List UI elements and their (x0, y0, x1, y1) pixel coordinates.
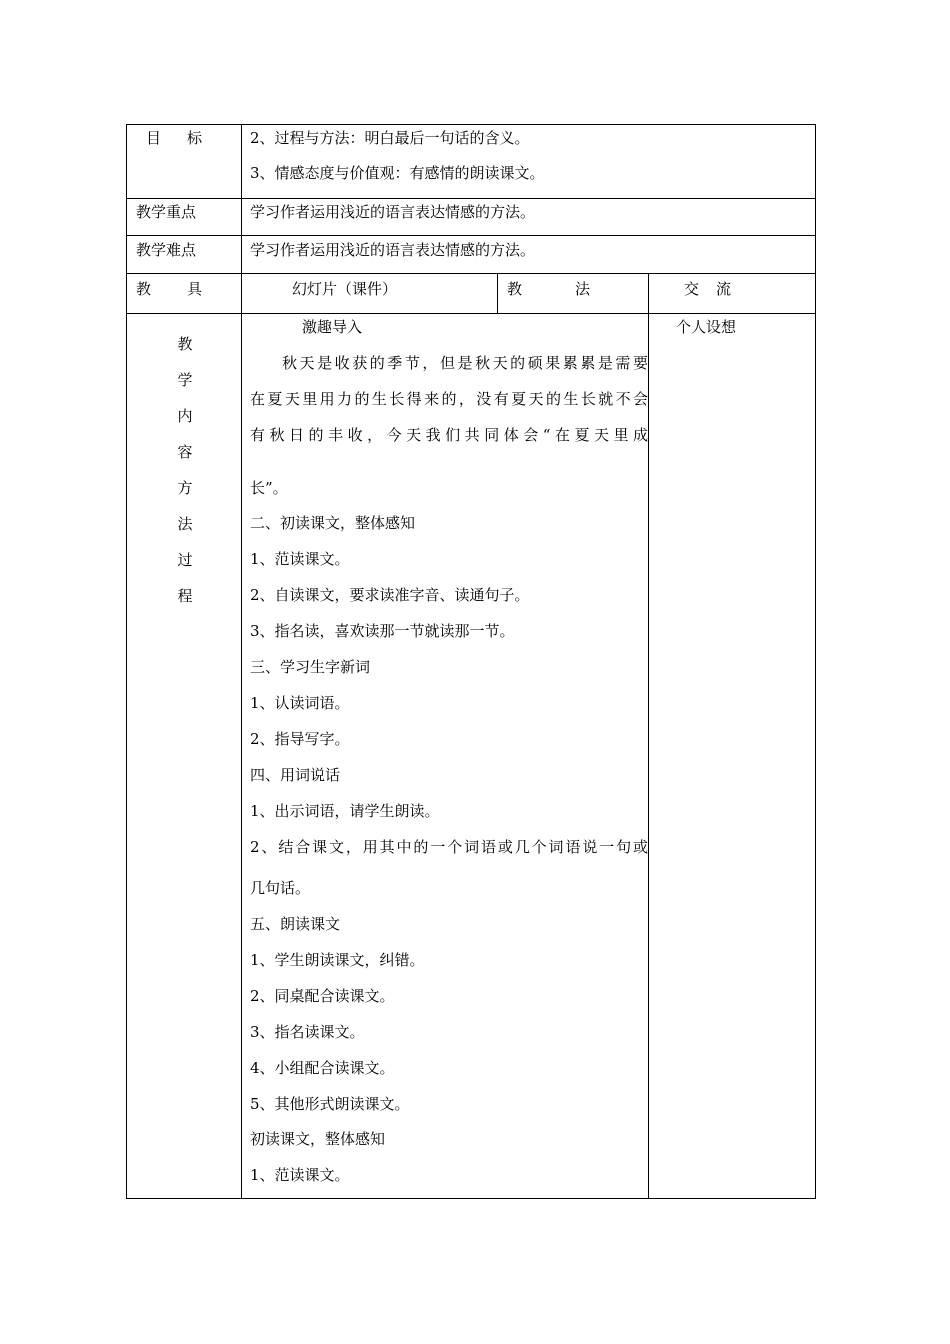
table-border-right (815, 124, 816, 1199)
process-side-label-1: 教 (177, 335, 193, 353)
method-value-b: 流 (716, 280, 732, 298)
content-line-4: 3、指名读，喜欢读那一节就读那一节。 (250, 622, 515, 640)
content-line-11: 几句话。 (250, 879, 311, 897)
intro-line-1: 秋天是收获的季节，但是秋天的硕果累累是需要 (282, 354, 648, 372)
process-side-label-3: 内 (177, 407, 193, 425)
process-side-label-7: 过 (177, 551, 193, 569)
content-line-1: 二、初读课文，整体感知 (250, 514, 416, 532)
content-line-15: 3、指名读课文。 (250, 1023, 365, 1041)
content-line-9: 1、出示词语，请学生朗读。 (250, 802, 440, 820)
label-column-divider (241, 124, 242, 1199)
content-line-2: 1、范读课文。 (250, 550, 350, 568)
intro-line-2: 在夏天里用力的生长得来的，没有夏天的生长就不会 (250, 390, 648, 408)
key-point-text: 学习作者运用浅近的语言表达情感的方法。 (250, 203, 536, 221)
intro-title: 激趣导入 (302, 318, 363, 336)
table-border-bottom (126, 1198, 816, 1199)
content-line-13: 1、学生朗读课文，纠错。 (250, 951, 425, 969)
content-line-6: 1、认读词语。 (250, 694, 350, 712)
difficult-point-label: 教学难点 (136, 241, 197, 259)
method-value-a: 交 (684, 280, 700, 298)
row-divider-2 (126, 235, 816, 236)
key-point-label: 教学重点 (136, 203, 197, 221)
process-side-label-5: 方 (177, 479, 193, 497)
content-line-17: 5、其他形式朗读课文。 (250, 1095, 410, 1113)
tools-label-a: 教 (136, 280, 152, 298)
row-divider-4 (126, 313, 816, 314)
method-label-b: 法 (575, 280, 591, 298)
content-line-10: 2、结合课文，用其中的一个词语或几个词语说一句或 (250, 838, 648, 856)
content-line-3: 2、自读课文，要求读准字音、读通句子。 (250, 586, 530, 604)
table-border-left (126, 124, 127, 1199)
process-side-label-6: 法 (177, 515, 193, 533)
tools-method-divider (497, 273, 498, 313)
content-line-19: 1、范读课文。 (250, 1166, 350, 1184)
process-side-label-4: 容 (177, 443, 193, 461)
content-line-7: 2、指导写字。 (250, 730, 350, 748)
content-line-8: 四、用词说话 (250, 766, 341, 784)
process-side-label-2: 学 (177, 371, 193, 389)
table-border-top (126, 124, 816, 125)
goal-item-1: 2、过程与方法：明白最后一句话的含义。 (250, 129, 530, 147)
personal-ideas-header: 个人设想 (676, 318, 737, 336)
content-line-12: 五、朗读课文 (250, 915, 341, 933)
difficult-point-text: 学习作者运用浅近的语言表达情感的方法。 (250, 241, 536, 259)
process-side-label-8: 程 (177, 587, 193, 605)
goal-label-a: 目 (146, 129, 162, 147)
row-divider-3 (126, 273, 816, 274)
content-line-14: 2、同桌配合读课文。 (250, 987, 395, 1005)
content-line-16: 4、小组配合读课文。 (250, 1059, 395, 1077)
intro-line-4: 长”。 (250, 479, 288, 497)
goal-item-2: 3、情感态度与价值观：有感情的朗读课文。 (250, 164, 545, 182)
method-label-a: 教 (507, 280, 523, 298)
right-column-divider (648, 273, 649, 1199)
tools-value: 幻灯片（课件） (292, 280, 398, 298)
intro-line-3: 有秋日的丰收，今天我们共同体会“在夏天里成 (250, 426, 648, 444)
tools-label-b: 具 (187, 280, 203, 298)
goal-label-b: 标 (187, 129, 203, 147)
content-line-18: 初读课文，整体感知 (250, 1130, 386, 1148)
content-line-5: 三、学习生字新词 (250, 658, 371, 676)
row-divider-1 (126, 198, 816, 199)
